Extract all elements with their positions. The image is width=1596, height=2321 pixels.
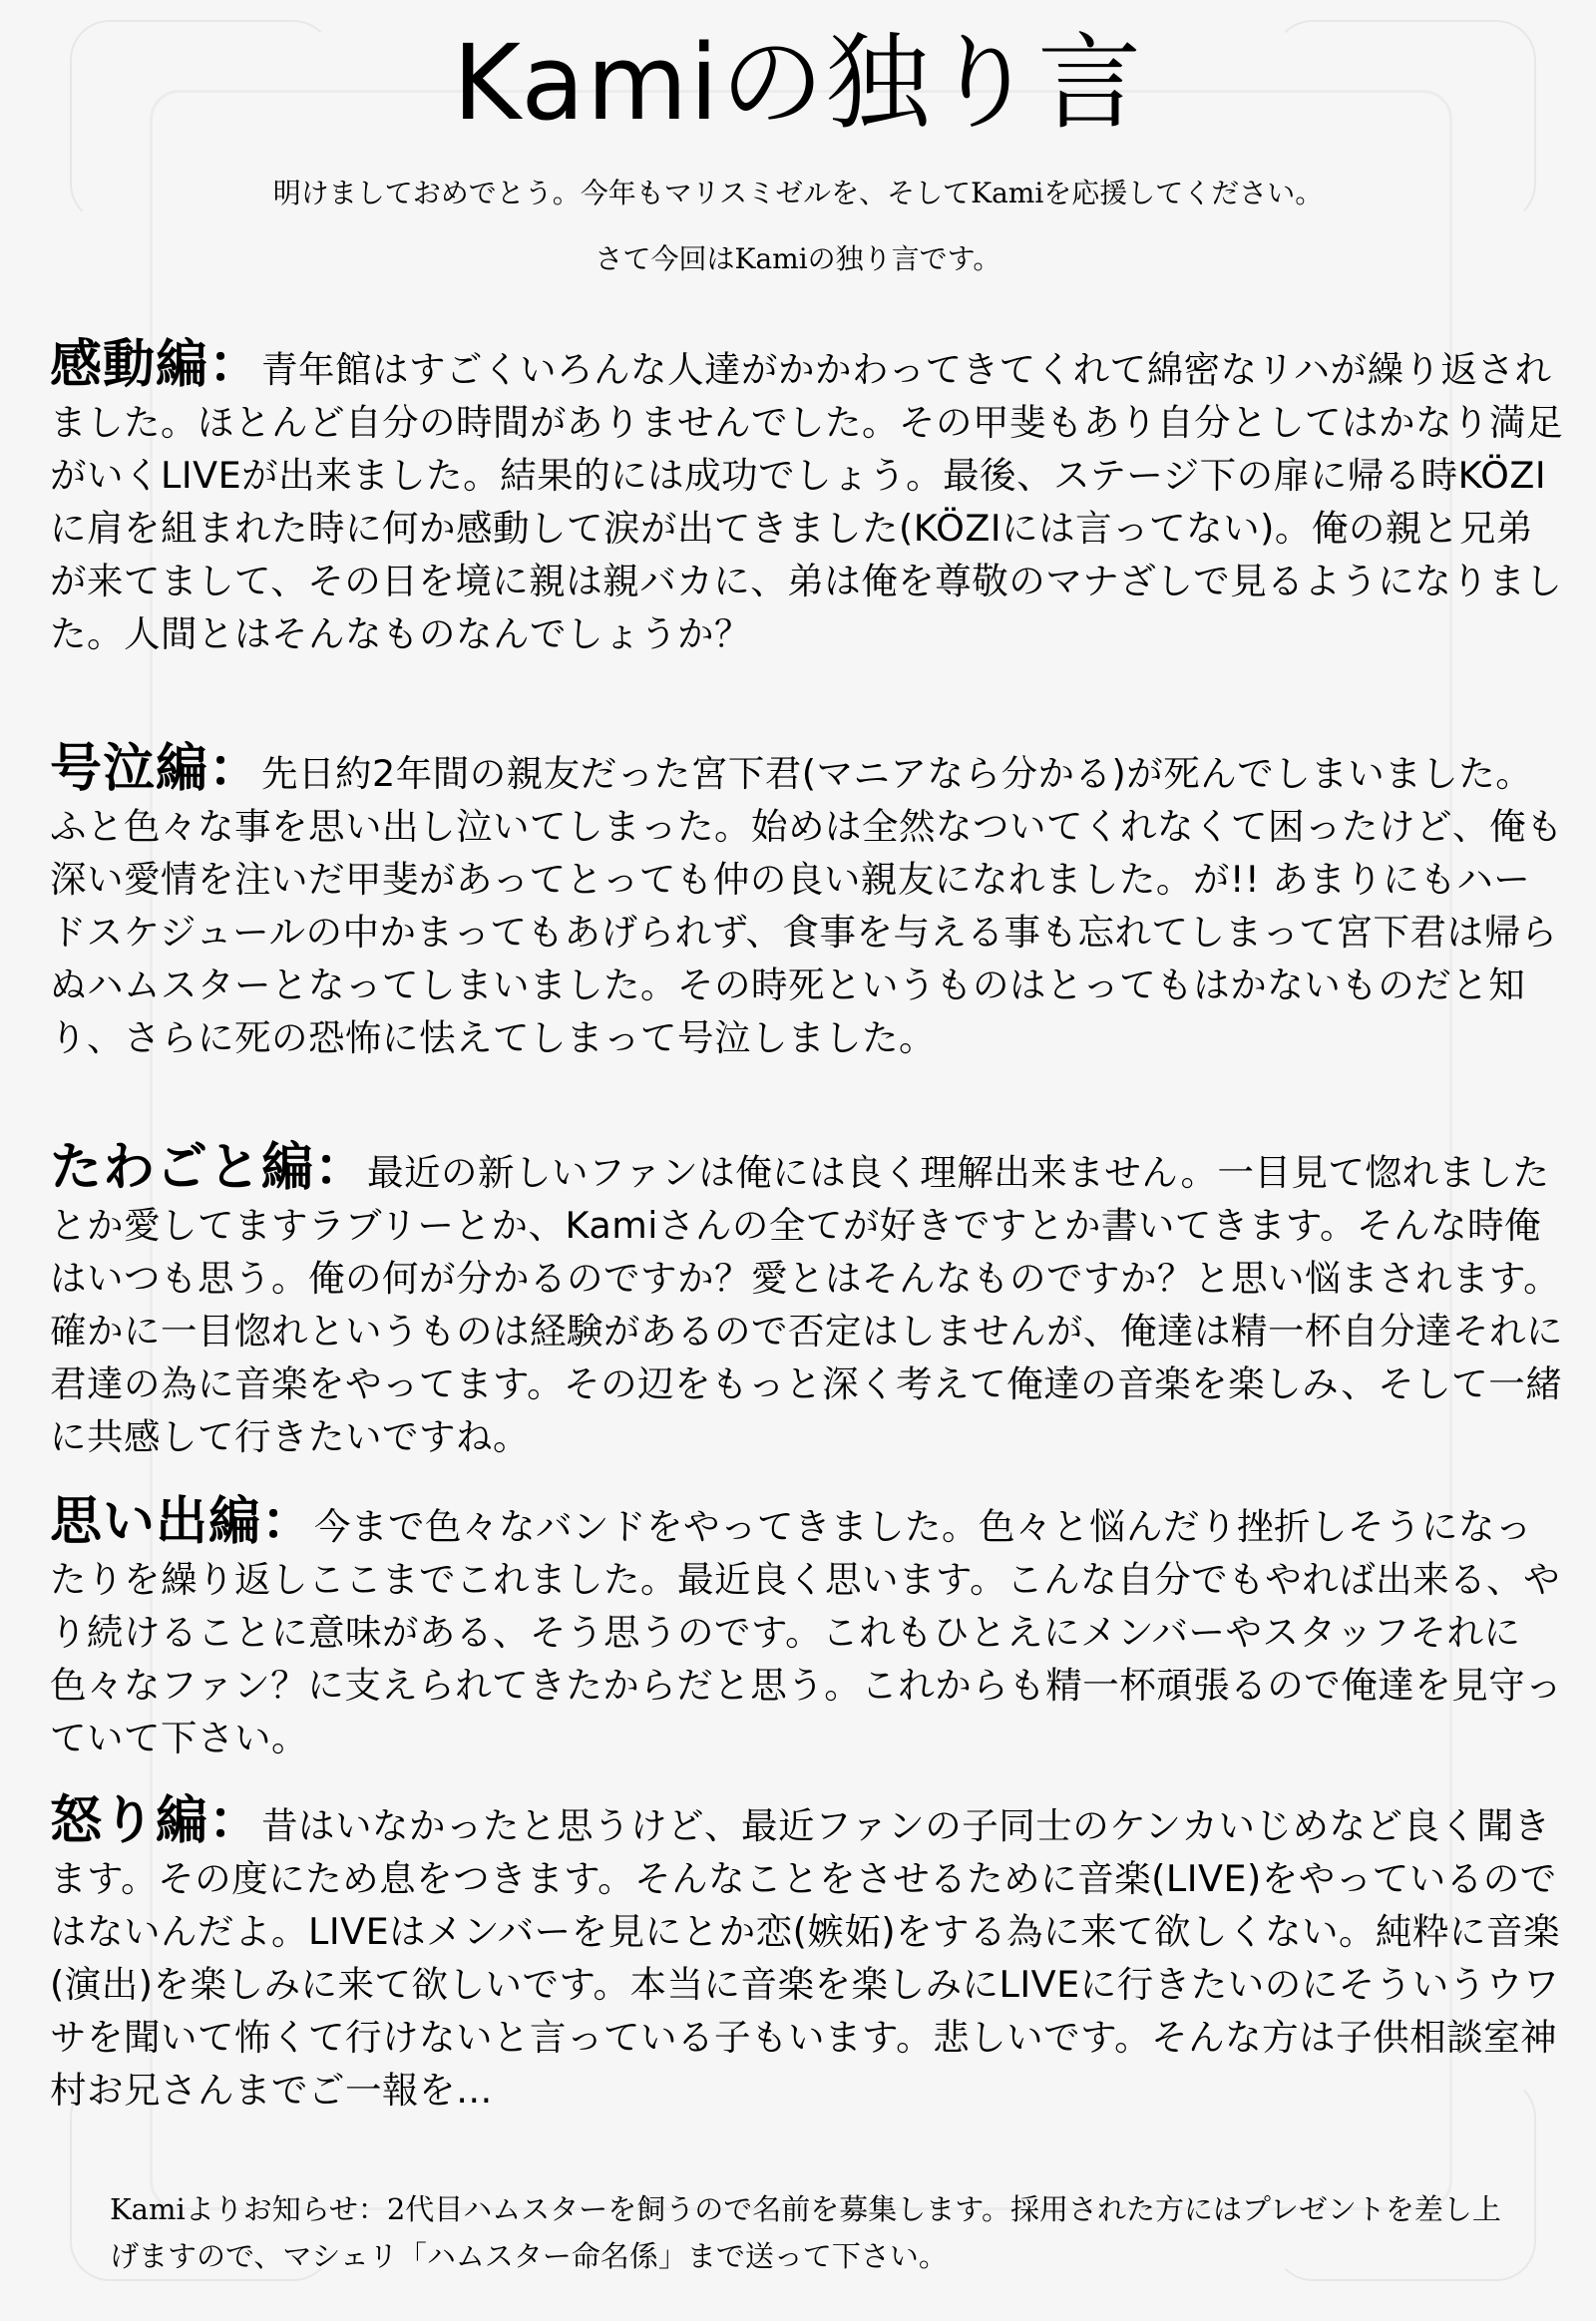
- page-title: Kamiの独り言: [452, 22, 1144, 144]
- intro-greeting: 明けましておめでとう。今年もマリスミゼルを、そしてKamiを応援してください。: [272, 177, 1324, 209]
- section-heading: 思い出編：: [50, 1492, 315, 1552]
- section-body: 今まで色々なバンドをやってきました。色々と悩んだり挫折しそうになったりを繰り返しここまでこれました。最近良く思います。こんな自分でもやれば出来る、やり続けることに意味がある、そう思うのです。これもひとえにメンバーやスタッフそれに色々なファン？に支えられてきたからだと思う。これからも精一杯頑張るので俺達を見守っていて下さい。: [50, 1505, 1563, 1759]
- intro-subtitle: さて今回はKamiの独り言です。: [595, 242, 1001, 275]
- section-omoide: [50, 1492, 1566, 1764]
- notice-text: Kamiよりお知らせ：2代目ハムスターを飼うので名前を募集します。採用された方にはプレゼントを差し上げますので、マシェリ「ハムスター命名係」まで送って下さい。: [110, 2192, 1501, 2273]
- section-gokyu: [50, 739, 1566, 1064]
- section-body: 先日約2年間の親友だった宮下君(マニアなら分かる)が死んでしまいました。ふと色々な事を思い出し泣いてしまった。始めは全然なついてくれなくて困ったけど、俺も深い愛情を注いだ甲斐があってとっても仲の良い親友になれました。が!! あまりにもハードスケジュールの中かまってもあげられず、食事を与える事も忘れてしまって宮下君は帰らぬハムスターとなってしまいました。その時死というものはとってもはかないものだと知り、さらに死の恐怖に怯えてしまって号泣しました。: [50, 752, 1563, 1059]
- section-body: 昔はいなかったと思うけど、最近ファンの子同士のケンカいじめなど良く聞きます。その度にため息をつきます。そんなことをさせるために音楽(LIVE)をやっているのではないんだよ。LIVEはメンバーを見にとか恋(嫉妬)をする為に来て欲しくない。純粋に音楽(演出)を楽しみに来て欲しいです。本当に音楽を楽しみにLIVEに行きたいのにそういうウワサを聞いて怖くて行けないと言っている子もいます。悲しいです。そんな方は子供相談室神村お兄さんまでご一報を…: [50, 1804, 1561, 2112]
- section-heading: 号泣編：: [50, 739, 262, 799]
- section-heading: 感動編：: [50, 335, 262, 395]
- section-tawagoto: [50, 1138, 1566, 1463]
- section-heading: たわごと編：: [50, 1138, 368, 1198]
- section-kando: [50, 335, 1566, 660]
- section-ikari: [50, 1791, 1566, 2117]
- section-heading: 怒り編：: [50, 1791, 262, 1851]
- section-body: 最近の新しいファンは俺には良く理解出来ません。一目見て惚れましたとか愛してますラブリーとか、Kamiさんの全てが好きですとか書いてきます。そんな時俺はいつも思う。俺の何が分かるのですか？愛とはそんなものですか？と思い悩まされます。確かに一目惚れというものは経験があるので否定はしませんが、俺達は精一杯自分達それに君達の為に音楽をやってます。その辺をもっと深く考えて俺達の音楽を楽しみ、そして一緒に共感して行きたいですね。: [50, 1151, 1563, 1458]
- section-body: 青年館はすごくいろんな人達がかかわってきてくれて綿密なリハが繰り返されました。ほとんど自分の時間がありませんでした。その甲斐もあり自分としてはかなり満足がいくLIVEが出来ました。結果的には成功でしょう。最後、ステージ下の扉に帰る時KÖZIに肩を組まれた時に何か感動して涙が出てきました(KÖZIには言ってない)。俺の親と兄弟が来てまして、その日を境に親は親バカに、弟は俺を尊敬のマナざしで見るようになりました。人間とはそんなものなんでしょうか？: [50, 348, 1563, 655]
